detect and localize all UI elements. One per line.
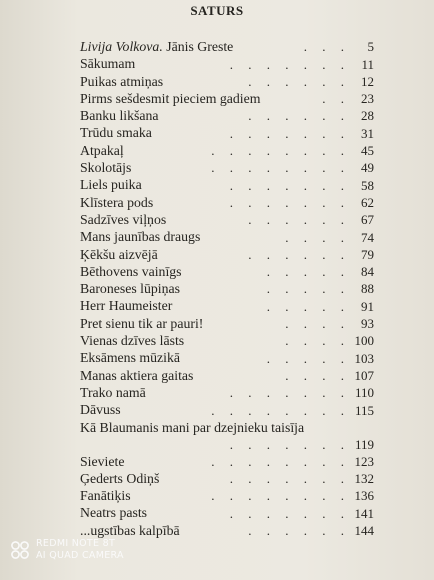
- toc-entry: [80, 263, 380, 280]
- toc-entry: [80, 142, 380, 159]
- toc-entry-title: [80, 487, 131, 504]
- toc-entry-title: [80, 522, 180, 539]
- toc-entry: [80, 470, 380, 487]
- toc-entry-title: [80, 211, 166, 228]
- toc-entry-page-number: 91: [361, 298, 374, 314]
- toc-entry-title-text: Fanātiķis: [80, 488, 131, 504]
- toc-entry-page-number: 93: [361, 316, 374, 332]
- toc-entry-page-number: 5: [367, 39, 374, 55]
- toc-entry-title-text: Trūdu smaka: [80, 125, 152, 141]
- toc-entry-title-text: Baroneses lūpiņas: [80, 281, 181, 297]
- toc-entry-leader-dots: . . . . .: [266, 298, 350, 314]
- toc-entry-page-number: 110: [354, 385, 374, 401]
- toc-entry: [80, 159, 380, 176]
- toc-entry-title: [80, 332, 184, 349]
- toc-entry: [80, 367, 380, 384]
- toc-entry: [80, 401, 380, 418]
- toc-entry-title-text: Banku likšana: [80, 108, 159, 124]
- toc-entry-page-number: 100: [354, 333, 374, 349]
- toc-entry: [80, 246, 380, 263]
- toc-entry-title-text: Kā Blaumanis mani par dzejnieku taisīja: [80, 419, 305, 435]
- toc-entry-title: [80, 73, 163, 90]
- toc-entry-leader-dots: . . . . . . . .: [211, 143, 350, 159]
- watermark-line2: AI QUAD CAMERA: [36, 550, 124, 561]
- toc-entry-title-text: Puikas atmiņas: [80, 73, 164, 89]
- camera-watermark: [10, 538, 124, 562]
- toc-entry: [80, 349, 380, 366]
- toc-entry-title-text: Skolotājs: [80, 160, 132, 176]
- toc-entry: [80, 73, 380, 90]
- toc-entry: [80, 332, 380, 349]
- toc-entry-page-number: 115: [354, 402, 374, 418]
- toc-entry-leader-dots: . . . .: [285, 367, 350, 383]
- toc-entry-title: [80, 349, 180, 366]
- toc-entry: [80, 228, 380, 245]
- toc-entry: [80, 280, 380, 297]
- toc-entry-page-number: 11: [361, 56, 374, 72]
- toc-entry-page-number: 141: [354, 505, 374, 521]
- toc-entry-leader-dots: . . . . . . .: [229, 385, 350, 401]
- toc-entry-title: [80, 228, 200, 245]
- toc-entry-title: [80, 159, 131, 176]
- toc-entry-title: [80, 504, 147, 521]
- toc-entry: [80, 504, 380, 521]
- toc-entry-title: [80, 246, 158, 263]
- toc-entry-page-number: 45: [361, 143, 374, 159]
- toc-entry: [80, 90, 380, 107]
- toc-entry-author: Livija Volkova.: [80, 39, 163, 54]
- toc-entry-leader-dots: . . . . .: [266, 264, 350, 280]
- toc-entry-title: [80, 453, 124, 470]
- toc-entry: [80, 297, 380, 314]
- toc-entry-leader-dots: . . . . . .: [248, 212, 350, 228]
- toc-entry-title: [80, 124, 152, 141]
- toc-entry-title: [80, 55, 135, 72]
- toc-entry-title-text: Eksāmens mūzikā: [80, 350, 181, 366]
- toc-entry: [80, 124, 380, 141]
- toc-entry: [80, 419, 380, 453]
- toc-entry-leader-dots: . . . . . .: [248, 108, 350, 124]
- toc-entry: [80, 176, 380, 193]
- toc-entry-title: [80, 142, 124, 159]
- toc-entry-title-text: Neatrs pasts: [80, 505, 148, 521]
- toc-entry-page-number: 79: [361, 246, 374, 262]
- toc-entry-title-text: Bēthovens vainīgs: [80, 263, 182, 279]
- toc-entry-title: [80, 176, 142, 193]
- toc-entry-leader-dots: . . . .: [285, 229, 350, 245]
- toc-entry: [80, 211, 380, 228]
- toc-entry-page-number: 136: [354, 488, 374, 504]
- toc-entry-page-number: 31: [361, 125, 374, 141]
- toc-entry-title-text: Sieviete: [80, 453, 125, 469]
- toc-entry-title-text: Dāvuss: [80, 402, 121, 418]
- toc-entry-title: [80, 90, 260, 107]
- toc-entry-title: [80, 280, 180, 297]
- toc-entry-title-text: Sadzīves viļņos: [80, 211, 167, 227]
- page-heading: SATURS: [190, 3, 244, 18]
- toc-entry-page-number: 123: [354, 453, 374, 469]
- toc-entry-page-number: 58: [361, 177, 374, 193]
- toc-entry-title: [80, 401, 121, 418]
- toc-entry-leader-dots: . . . . . . . .: [211, 488, 350, 504]
- toc-entry-title: [80, 38, 233, 55]
- toc-entry-leader-dots: . . . . .: [266, 350, 350, 366]
- toc-entry-title: [80, 107, 159, 124]
- toc-entry-title-text: Mans jaunības draugs: [80, 229, 201, 245]
- toc-entry-leader-dots: . .: [322, 91, 350, 107]
- toc-entry-title-text: Ķēkšu aizvējā: [80, 246, 158, 262]
- toc-entry-leader-dots: . . . . .: [266, 281, 350, 297]
- toc-entry-title-text: Vienas dzīves lāsts: [80, 333, 185, 349]
- toc-entry-leader-dots: . . . . . . .: [229, 505, 350, 521]
- toc-entry-title-text: Atpakaļ: [80, 142, 124, 158]
- toc-entry-page-number: 12: [361, 73, 374, 89]
- toc-entry-title-text: Herr Haumeister: [80, 298, 173, 314]
- toc-entry-leader-dots: . . . . . . .: [229, 436, 350, 452]
- toc-entry: [80, 453, 380, 470]
- toc-entry-leader-dots: . . . . . .: [248, 246, 350, 262]
- toc-entry-title-text: ...ugstības kalpībā: [80, 522, 180, 538]
- toc-entry-title: [80, 263, 182, 280]
- toc-entry-leader-dots: . . . . . . .: [229, 194, 350, 210]
- toc-entry-page-number: 67: [361, 212, 374, 228]
- toc-entry-leader-dots: . . . . . . . .: [211, 402, 350, 418]
- toc-entry-page-number: 49: [361, 160, 374, 176]
- toc-entry-title-text: Ģederts Odiņš: [80, 470, 160, 486]
- toc-entry-page-number: 103: [354, 350, 374, 366]
- toc-entry-title: [80, 315, 203, 332]
- toc-entry: [80, 522, 380, 539]
- toc-entry-leader-dots: . . . . . . .: [229, 471, 350, 487]
- toc-entry-page-number: 144: [354, 523, 374, 539]
- toc-entry-page-number: 62: [361, 194, 374, 210]
- toc-entry-title: [80, 384, 146, 401]
- toc-entry-title: [80, 367, 193, 384]
- toc-entry-page-number: 23: [361, 91, 374, 107]
- toc-entry-title-text: Pirms sešdesmit pieciem gadiem: [80, 90, 261, 106]
- toc-entry-title-text: Manas aktiera gaitas: [80, 367, 194, 383]
- toc-entry-leader-dots: . . . . . . . .: [211, 160, 350, 176]
- toc-entry-page-number: 132: [354, 471, 374, 487]
- toc-entry-leader-dots: . . . .: [285, 333, 350, 349]
- toc-entry-page-number: 119: [354, 436, 374, 452]
- toc-entry-title-text: Sākumam: [80, 56, 136, 72]
- toc-entry-leader-dots: . . . . . . .: [229, 56, 350, 72]
- toc-entry-title: [80, 419, 315, 436]
- toc-entry-page-number: 107: [354, 367, 374, 383]
- toc-entry-leader-dots: . . . . . .: [248, 523, 350, 539]
- toc-entry-title-text: Liels puika: [80, 177, 142, 193]
- toc-entry-leader-dots: . . .: [303, 39, 350, 55]
- toc-entry: [80, 315, 380, 332]
- toc-entry: [80, 107, 380, 124]
- toc-entry-title-text: Jānis Greste: [166, 39, 234, 54]
- toc-entry-title: [80, 194, 153, 211]
- toc-entry-page-number: 28: [361, 108, 374, 124]
- toc-entry-page-number: 74: [361, 229, 374, 245]
- toc-entry: [80, 55, 380, 72]
- toc-entry-leader-dots: . . . . . .: [248, 73, 350, 89]
- toc-entry-title: [80, 297, 172, 314]
- toc-entry-leader-dots: . . . . . . . .: [211, 453, 350, 469]
- watermark-line1: REDMI NOTE 8T: [36, 538, 116, 549]
- toc-entry-leader-dots: . . . . . . .: [229, 125, 350, 141]
- toc-entry-page-number: 84: [361, 264, 374, 280]
- toc-entry: [80, 38, 380, 55]
- quad-camera-icon: [10, 540, 30, 560]
- toc-entry-page-number: 88: [361, 281, 374, 297]
- toc-entry-leader-dots: . . . .: [285, 316, 350, 332]
- toc-entry-title-text: Trako namā: [80, 384, 146, 400]
- toc-entry-leader-dots: . . . . . . .: [229, 177, 350, 193]
- toc-entry-title: [80, 470, 159, 487]
- toc-entry-title-text: Pret sienu tik ar pauri!: [80, 315, 204, 331]
- toc-entry-title-text: Klīstera pods: [80, 194, 154, 210]
- toc-entry: [80, 487, 380, 504]
- toc-entry: [80, 194, 380, 211]
- table-of-contents: [80, 38, 380, 539]
- toc-entry: [80, 384, 380, 401]
